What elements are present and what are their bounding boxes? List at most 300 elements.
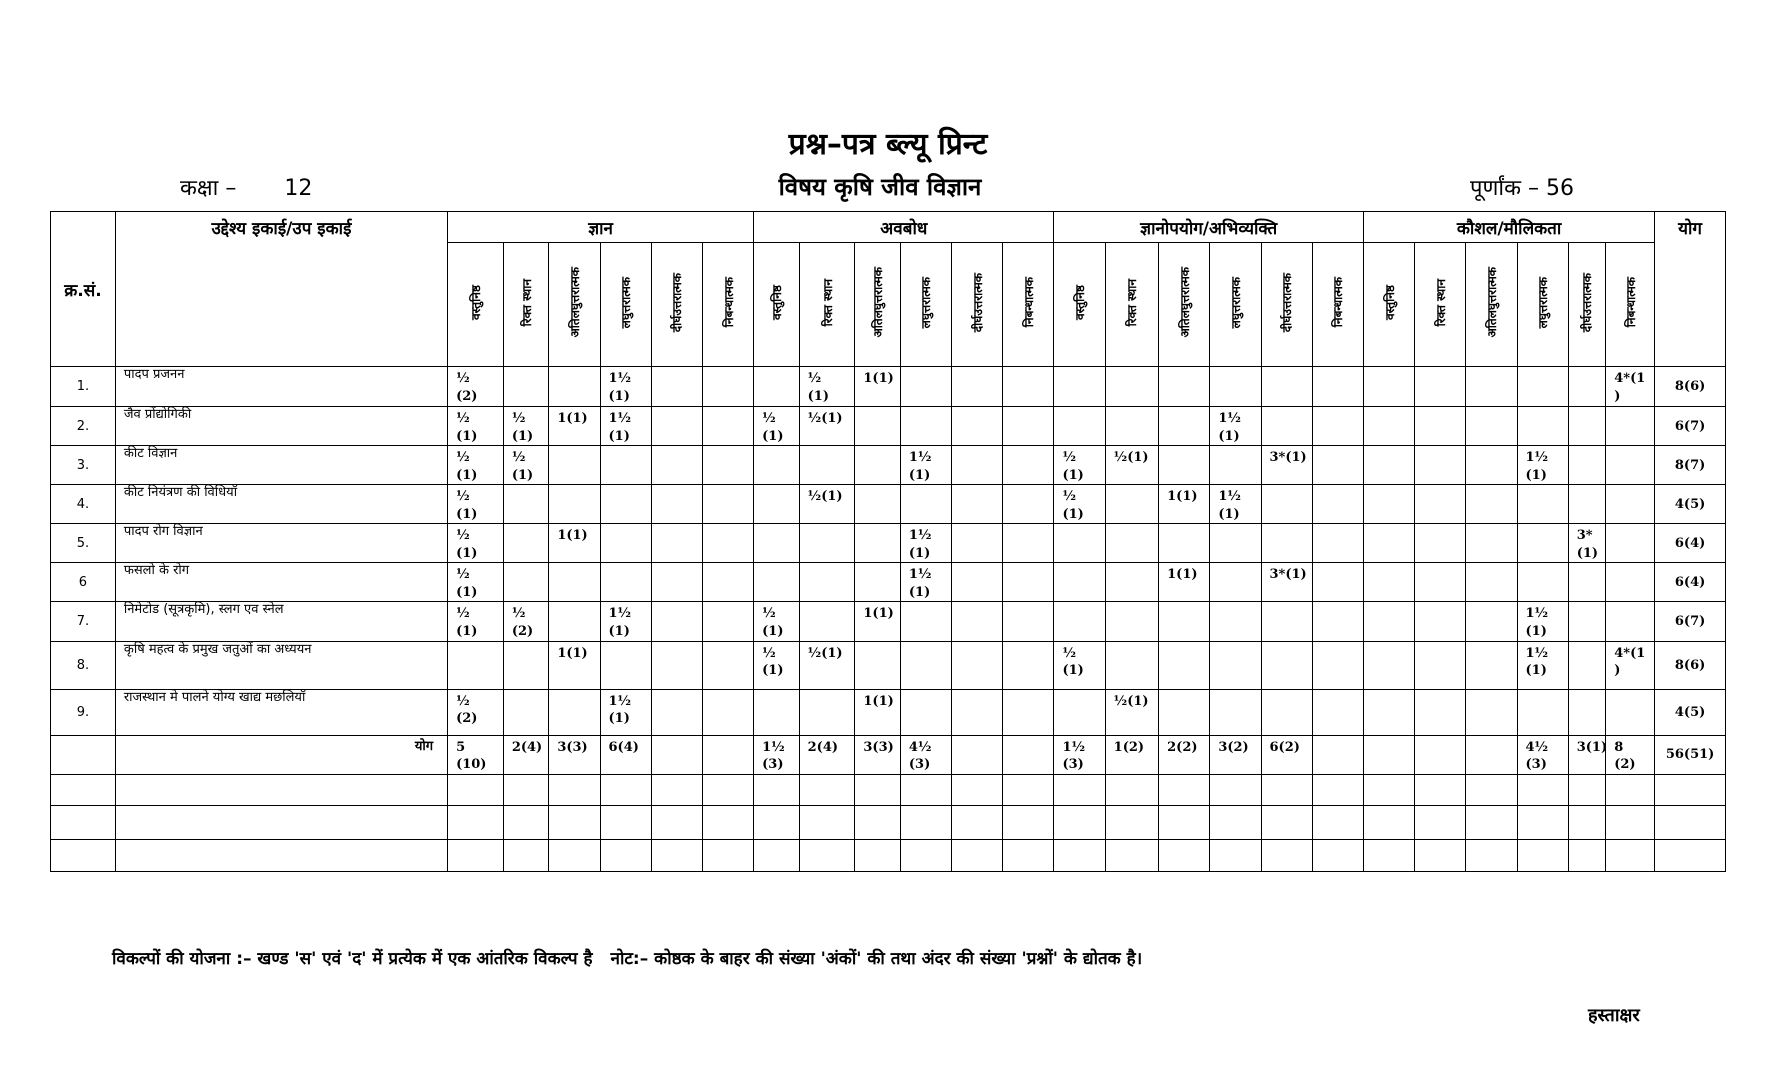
row-total: 6(4) <box>1655 524 1726 563</box>
marks-cell <box>900 367 951 407</box>
marks-cell <box>1105 407 1158 446</box>
marks-cell <box>651 563 702 602</box>
empty-cell <box>651 805 702 839</box>
unit-name: कीट नियंत्रण की विधियॉ <box>115 485 447 524</box>
class-info <box>180 172 312 202</box>
marks-cell <box>503 641 549 689</box>
marks-cell <box>1003 563 1054 602</box>
column-total-cell: 4½ (3) <box>900 735 951 774</box>
marks-cell <box>952 367 1003 407</box>
marks-cell <box>1312 407 1363 446</box>
empty-cell <box>952 774 1003 805</box>
column-total-cell <box>1003 735 1054 774</box>
marks-cell <box>952 563 1003 602</box>
subtype-header <box>1312 243 1363 367</box>
marks-cell <box>1363 367 1414 407</box>
marks-cell: ½ (1) <box>754 407 800 446</box>
empty-row <box>51 774 1726 805</box>
marks-cell: ½(1) <box>1105 689 1158 735</box>
marks-cell <box>1415 407 1466 446</box>
marks-cell <box>1261 641 1312 689</box>
marks-cell: ½ (1) <box>754 602 800 641</box>
marks-cell: 1½ (1) <box>900 446 951 485</box>
subtype-label: वस्तुनिष्ठ <box>769 284 784 321</box>
empty-cell <box>1466 839 1517 871</box>
marks-cell <box>651 407 702 446</box>
marks-cell <box>1606 563 1655 602</box>
marks-cell <box>1312 602 1363 641</box>
marks-cell: ½ (1) <box>448 407 504 446</box>
empty-cell <box>754 839 800 871</box>
column-total-cell: 4½ (3) <box>1517 735 1568 774</box>
column-total-cell <box>1466 735 1517 774</box>
empty-cell <box>1363 839 1414 871</box>
subtype-header <box>1159 243 1210 367</box>
subtype-header <box>952 243 1003 367</box>
empty-cell <box>754 774 800 805</box>
marks-cell: 3*(1) <box>1568 524 1606 563</box>
table-row <box>51 563 1726 602</box>
marks-cell <box>549 689 600 735</box>
empty-cell <box>1312 839 1363 871</box>
empty-cell <box>503 839 549 871</box>
empty-cell <box>1655 839 1726 871</box>
marks-cell: 3*(1) <box>1261 446 1312 485</box>
marks-cell <box>1568 689 1606 735</box>
marks-cell <box>1054 367 1105 407</box>
marks-cell <box>651 602 702 641</box>
unit-name: राजस्थान मे पालने योग्य खाद्य मछलियॉ <box>115 689 447 735</box>
marks-cell <box>1415 446 1466 485</box>
marks-cell <box>702 446 753 485</box>
empty-cell <box>549 774 600 805</box>
marks-cell <box>1568 485 1606 524</box>
marks-cell <box>900 641 951 689</box>
total-header: योग <box>1655 212 1726 243</box>
marks-cell <box>855 446 901 485</box>
marks-cell <box>952 407 1003 446</box>
marks-cell <box>1517 563 1568 602</box>
subtype-label: अतिलघुत्तरात्मक <box>567 267 582 338</box>
empty-cell <box>1261 774 1312 805</box>
marks-cell <box>1415 485 1466 524</box>
marks-cell <box>1606 689 1655 735</box>
marks-cell <box>1466 641 1517 689</box>
subtype-label: लघुत्तरात्मक <box>1228 276 1243 329</box>
empty-cell <box>900 774 951 805</box>
subtype-header <box>1003 243 1054 367</box>
unit-name: जैव प्रोंद्योगिकी <box>115 407 447 446</box>
totals-blank-cell <box>51 735 116 774</box>
subtype-header <box>600 243 651 367</box>
marks-cell <box>503 563 549 602</box>
marks-cell <box>1466 367 1517 407</box>
empty-cell <box>1159 774 1210 805</box>
marks-cell <box>754 485 800 524</box>
marks-cell: 1(1) <box>855 367 901 407</box>
marks-cell: 1(1) <box>549 641 600 689</box>
empty-row <box>51 805 1726 839</box>
marks-cell <box>952 602 1003 641</box>
marks-cell <box>754 689 800 735</box>
empty-cell <box>1606 805 1655 839</box>
marks-cell <box>702 524 753 563</box>
marks-cell <box>1159 367 1210 407</box>
subtype-label: अतिलघुत्तरात्मक <box>871 267 886 338</box>
empty-cell <box>1312 805 1363 839</box>
subtype-label: लघुत्तरात्मक <box>1536 276 1551 329</box>
empty-cell <box>1517 805 1568 839</box>
subtype-header <box>1054 243 1105 367</box>
marks-cell <box>1606 407 1655 446</box>
marks-cell <box>1415 689 1466 735</box>
table-row <box>51 524 1726 563</box>
marks-cell <box>1466 524 1517 563</box>
empty-cell <box>702 805 753 839</box>
marks-cell <box>1517 407 1568 446</box>
empty-cell <box>1363 805 1414 839</box>
totals-label: योग <box>115 735 447 774</box>
row-total: 6(4) <box>1655 563 1726 602</box>
subtype-header <box>1568 243 1606 367</box>
subtype-header <box>1415 243 1466 367</box>
marks-cell <box>1105 602 1158 641</box>
row-total: 8(7) <box>1655 446 1726 485</box>
subtype-header <box>1105 243 1158 367</box>
marks-cell <box>1261 407 1312 446</box>
marks-cell <box>1466 446 1517 485</box>
marks-cell <box>1568 641 1606 689</box>
marks-cell <box>600 563 651 602</box>
marks-cell <box>952 524 1003 563</box>
empty-cell <box>952 805 1003 839</box>
empty-cell <box>1466 805 1517 839</box>
subtype-header <box>1517 243 1568 367</box>
empty-cell <box>900 839 951 871</box>
serial-number: 8. <box>51 641 116 689</box>
subtype-label: वस्तुनिष्ठ <box>1382 284 1397 321</box>
marks-cell <box>1210 446 1261 485</box>
empty-cell <box>855 839 901 871</box>
marks-cell: 1½ (1) <box>900 524 951 563</box>
marks-cell <box>1159 689 1210 735</box>
marks-cell <box>1466 602 1517 641</box>
marks-cell <box>549 446 600 485</box>
marks-cell <box>1312 485 1363 524</box>
empty-cell <box>1517 839 1568 871</box>
marks-cell <box>702 689 753 735</box>
subtype-header-row <box>51 243 1726 367</box>
marks-cell <box>1054 407 1105 446</box>
marks-cell <box>702 602 753 641</box>
marks-cell: 1(1) <box>855 689 901 735</box>
marks-cell: 1½ (1) <box>600 602 651 641</box>
marks-cell <box>1312 446 1363 485</box>
marks-cell <box>1003 602 1054 641</box>
marks-cell <box>1003 485 1054 524</box>
unit-name: कृषि महत्व के प्रमुख जतुओं का अध्ययन <box>115 641 447 689</box>
unit-header-blank <box>115 243 447 367</box>
marks-cell <box>1466 407 1517 446</box>
marks-cell <box>754 367 800 407</box>
empty-cell <box>1003 805 1054 839</box>
empty-cell <box>51 839 116 871</box>
marks-cell <box>702 485 753 524</box>
serial-number: 7. <box>51 602 116 641</box>
marks-cell <box>1003 407 1054 446</box>
empty-cell <box>115 774 447 805</box>
column-total-cell <box>1415 735 1466 774</box>
marks-cell <box>1105 485 1158 524</box>
empty-cell <box>1105 805 1158 839</box>
column-total-cell: 1½ (3) <box>1054 735 1105 774</box>
marks-cell <box>1261 367 1312 407</box>
marks-cell <box>503 689 549 735</box>
subtype-label: निबन्धात्मक <box>1331 277 1346 328</box>
table-row <box>51 446 1726 485</box>
subtype-label: निबन्धात्मक <box>1623 277 1638 328</box>
empty-cell <box>1210 774 1261 805</box>
marks-cell: 1½ (1) <box>1210 407 1261 446</box>
marks-cell <box>1466 689 1517 735</box>
table-row <box>51 367 1726 407</box>
marks-cell: ½ (1) <box>448 524 504 563</box>
subtype-label: वस्तुनिष्ठ <box>468 284 483 321</box>
subtype-header <box>1606 243 1655 367</box>
marks-cell <box>1312 641 1363 689</box>
empty-cell <box>51 805 116 839</box>
empty-cell <box>1517 774 1568 805</box>
marks-cell <box>1003 367 1054 407</box>
empty-cell <box>51 774 116 805</box>
empty-cell <box>115 839 447 871</box>
marks-cell: ½ (1) <box>448 563 504 602</box>
marks-cell <box>600 446 651 485</box>
subtype-label: दीर्घउत्तरात्मक <box>1580 272 1595 333</box>
subtype-label: लघुत्तरात्मक <box>919 276 934 329</box>
marks-cell <box>1105 563 1158 602</box>
subtype-header <box>549 243 600 367</box>
marks-cell <box>1105 367 1158 407</box>
marks-cell <box>1003 641 1054 689</box>
subtype-label: दीर्घउत्तरात्मक <box>670 272 685 333</box>
empty-cell <box>549 839 600 871</box>
marks-cell: ½ (1) <box>503 446 549 485</box>
marks-cell <box>1312 689 1363 735</box>
class-value: 12 <box>284 176 313 201</box>
marks-cell <box>1054 563 1105 602</box>
marks-cell: ½ (1) <box>448 485 504 524</box>
column-total-cell <box>702 735 753 774</box>
class-label: कक्षा – <box>180 176 237 201</box>
marks-cell <box>600 524 651 563</box>
marks-cell: ½ (1) <box>799 367 855 407</box>
marks-cell: 1½ (1) <box>1517 602 1568 641</box>
empty-cell <box>1655 774 1726 805</box>
group-header-gyanopyog: ज्ञानोपयोग/अभिव्यक्ति <box>1054 212 1363 243</box>
marks-cell: 3*(1) <box>1261 563 1312 602</box>
column-total-cell: 2(4) <box>799 735 855 774</box>
marks-cell <box>1003 524 1054 563</box>
subtype-label: निबन्धात्मक <box>1021 277 1036 328</box>
marks-cell <box>651 689 702 735</box>
empty-cell <box>799 774 855 805</box>
marks-cell <box>1415 524 1466 563</box>
signature-label: हस्ताक्षर <box>1588 1005 1640 1026</box>
marks-cell <box>900 689 951 735</box>
marks-cell: ½ (1) <box>448 602 504 641</box>
marks-cell: ½(1) <box>1105 446 1158 485</box>
serial-number: 5. <box>51 524 116 563</box>
marks-cell <box>1105 641 1158 689</box>
marks-cell: 4*(1 ) <box>1606 367 1655 407</box>
marks-cell: 1½ (1) <box>600 689 651 735</box>
empty-cell <box>1606 774 1655 805</box>
unit-name: कीट विज्ञान <box>115 446 447 485</box>
unit-name: पादप प्रजनन <box>115 367 447 407</box>
empty-cell <box>1261 839 1312 871</box>
marks-cell <box>600 641 651 689</box>
empty-cell <box>1261 805 1312 839</box>
marks-cell: 1½ (1) <box>1517 641 1568 689</box>
marks-cell <box>1517 689 1568 735</box>
serial-number: 9. <box>51 689 116 735</box>
marks-cell <box>549 563 600 602</box>
marks-cell <box>1159 602 1210 641</box>
marks-cell <box>1363 602 1414 641</box>
column-total-cell: 3(1) <box>1568 735 1606 774</box>
empty-cell <box>1159 839 1210 871</box>
subtype-label: दीर्घउत्तरात्मक <box>970 272 985 333</box>
marks-cell <box>651 524 702 563</box>
marks-cell <box>702 641 753 689</box>
marks-cell <box>1606 602 1655 641</box>
marks-cell <box>1517 485 1568 524</box>
marks-cell <box>1003 689 1054 735</box>
empty-cell <box>1054 839 1105 871</box>
table-row <box>51 602 1726 641</box>
empty-cell <box>600 839 651 871</box>
marks-cell <box>952 689 1003 735</box>
column-total-cell <box>952 735 1003 774</box>
marks-cell <box>1606 446 1655 485</box>
empty-cell <box>952 839 1003 871</box>
empty-cell <box>1568 774 1606 805</box>
marks-cell <box>1363 641 1414 689</box>
marks-cell <box>503 524 549 563</box>
marks-cell <box>799 602 855 641</box>
subtype-label: लघुत्तरात्मक <box>619 276 634 329</box>
marks-cell: ½ (1) <box>754 641 800 689</box>
marks-cell <box>1159 446 1210 485</box>
marks-cell <box>1312 524 1363 563</box>
marks-cell <box>1606 524 1655 563</box>
unit-name: फसलो के रोग <box>115 563 447 602</box>
empty-cell <box>1415 805 1466 839</box>
marks-cell <box>1210 641 1261 689</box>
marks-cell <box>1054 602 1105 641</box>
marks-cell <box>1415 563 1466 602</box>
unit-header: उद्देश्य इकाई/उप इकाई <box>115 212 447 243</box>
marks-cell <box>1363 407 1414 446</box>
empty-cell <box>1054 805 1105 839</box>
row-total: 6(7) <box>1655 602 1726 641</box>
marks-cell <box>1159 524 1210 563</box>
marks-cell <box>549 367 600 407</box>
marks-cell <box>1210 689 1261 735</box>
marks-cell <box>1415 367 1466 407</box>
marks-cell <box>448 641 504 689</box>
marks-cell <box>549 602 600 641</box>
marks-cell: ½(1) <box>799 407 855 446</box>
row-total: 6(7) <box>1655 407 1726 446</box>
marks-cell <box>1159 407 1210 446</box>
empty-cell <box>799 805 855 839</box>
marks-cell <box>1363 524 1414 563</box>
marks-cell: ½(1) <box>799 485 855 524</box>
marks-cell <box>1415 641 1466 689</box>
marks-cell <box>1210 602 1261 641</box>
subtype-label: अतिलघुत्तरात्मक <box>1177 267 1192 338</box>
subtype-header <box>1466 243 1517 367</box>
column-total-cell: 1½ (3) <box>754 735 800 774</box>
group-header-row <box>51 212 1726 243</box>
column-total-cell <box>1312 735 1363 774</box>
marks-cell: ½ (1) <box>503 407 549 446</box>
marks-cell <box>702 367 753 407</box>
marks-cell <box>702 563 753 602</box>
marks-cell: 1(1) <box>549 407 600 446</box>
marks-cell <box>1159 641 1210 689</box>
subtype-label: रिक्त स्थान <box>1433 278 1448 327</box>
subtype-header <box>799 243 855 367</box>
subtype-label: रिक्त स्थान <box>820 278 835 327</box>
subtype-label: रिक्त स्थान <box>1125 278 1140 327</box>
marks-cell: ½ (2) <box>448 367 504 407</box>
marks-cell <box>1517 524 1568 563</box>
column-total-cell: 3(2) <box>1210 735 1261 774</box>
marks-cell: 1(1) <box>1159 563 1210 602</box>
empty-cell <box>503 805 549 839</box>
serial-number: 3. <box>51 446 116 485</box>
marks-cell <box>503 367 549 407</box>
subtype-header <box>900 243 951 367</box>
empty-cell <box>855 805 901 839</box>
subtype-label: दीर्घउत्तरात्मक <box>1280 272 1295 333</box>
column-total-cell: 8 (2) <box>1606 735 1655 774</box>
marks-cell <box>1210 367 1261 407</box>
marks-cell: ½ (1) <box>1054 641 1105 689</box>
marks-cell <box>855 485 901 524</box>
marks-cell <box>1261 689 1312 735</box>
marks-cell <box>1466 485 1517 524</box>
serial-number: 2. <box>51 407 116 446</box>
marks-cell: ½ (1) <box>448 446 504 485</box>
marks-cell <box>1054 524 1105 563</box>
subject-title: विषय कृषि जीव विज्ञान <box>778 173 982 201</box>
subtype-header <box>855 243 901 367</box>
marks-cell <box>799 524 855 563</box>
table-row <box>51 485 1726 524</box>
marks-cell <box>799 563 855 602</box>
marks-cell <box>1568 446 1606 485</box>
marks-cell <box>1466 563 1517 602</box>
empty-cell <box>702 774 753 805</box>
column-total-cell: 5 (10) <box>448 735 504 774</box>
empty-cell <box>1415 839 1466 871</box>
marks-cell <box>549 485 600 524</box>
marks-cell: 1½ (1) <box>600 407 651 446</box>
